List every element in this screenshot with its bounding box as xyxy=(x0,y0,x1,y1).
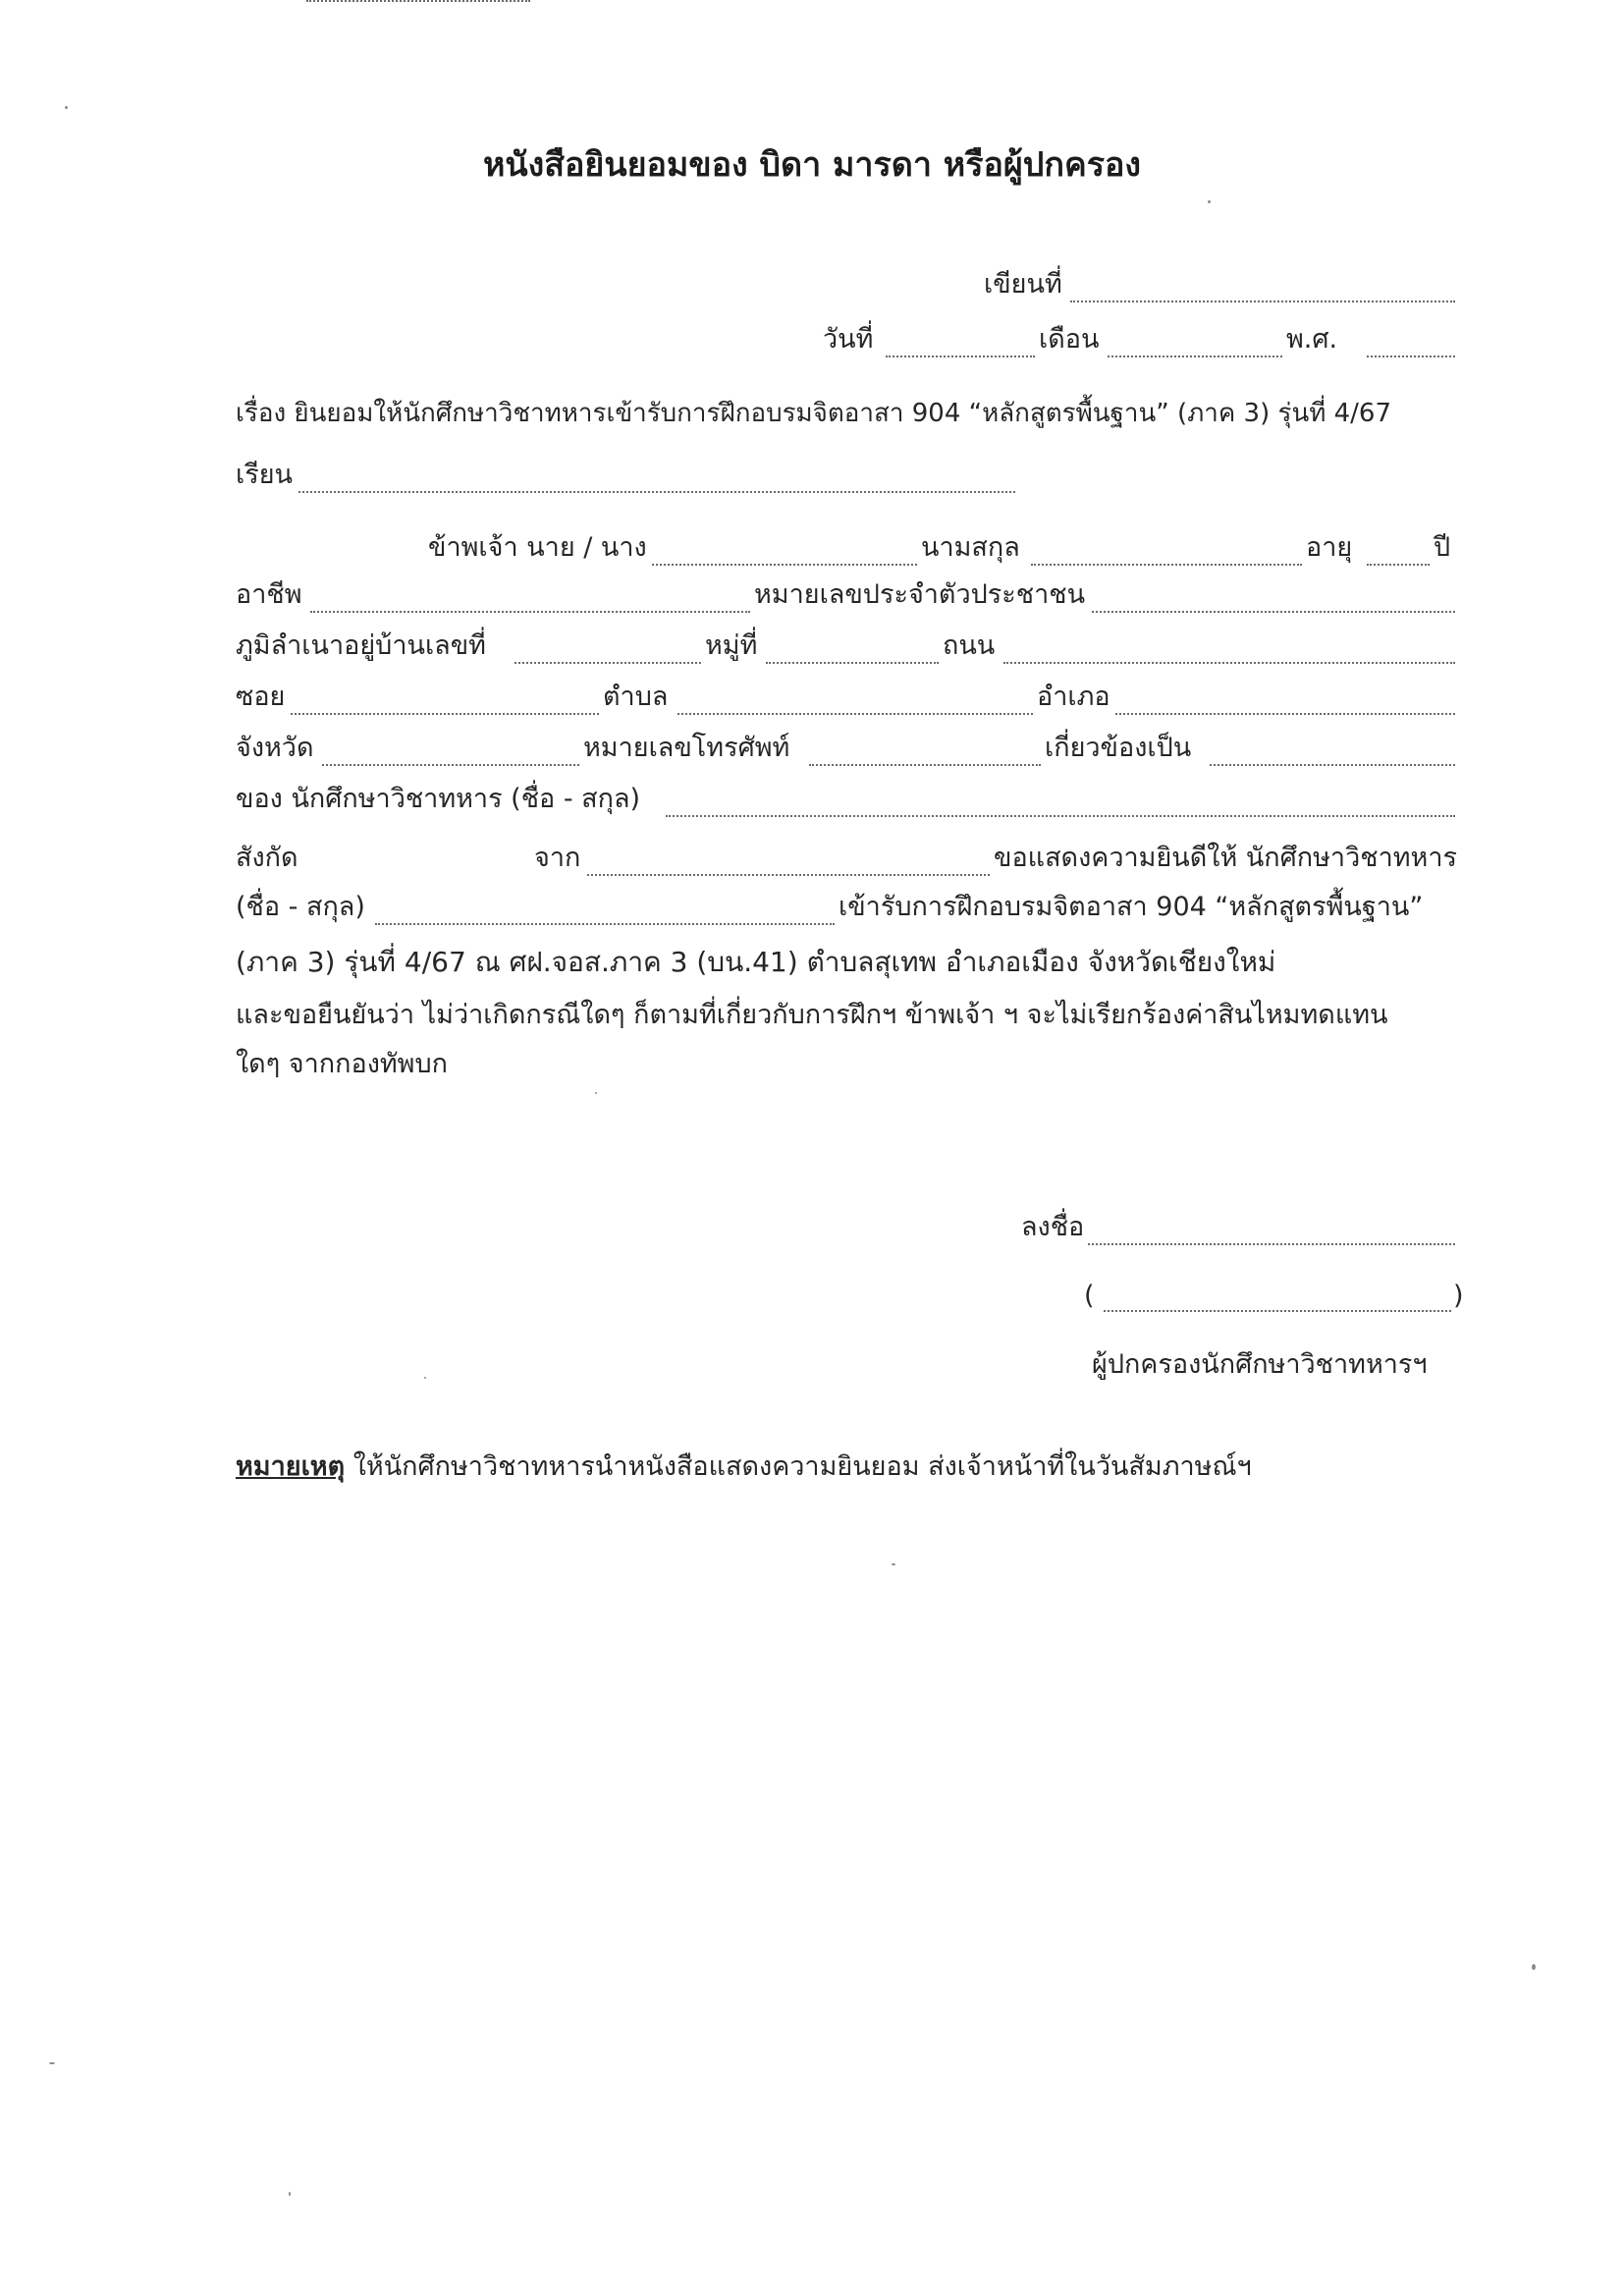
printed-name-field[interactable] xyxy=(1104,1310,1451,1312)
name-label: (ชื่อ - สกุล) xyxy=(236,892,365,922)
amphoe-field[interactable] xyxy=(1115,713,1455,715)
subject-line: เรื่อง ยินยอมให้นักศึกษาวิชาทหารเข้ารับการฝึกอบรมจิตอาสา 904 “หลักสูตรพื้นฐาน” (ภาค 3) รุ่นที่ 4/67 xyxy=(236,399,1392,428)
month-label: เดือน xyxy=(1039,324,1100,355)
scan-speck xyxy=(49,2062,55,2064)
amphoe-label: อำเภอ xyxy=(1037,682,1110,712)
body-line-2: และขอยืนยันว่า ไม่ว่าเกิดกรณีใดๆ ก็ตามที่เกี่ยวกับการฝึกฯ ข้าพเจ้า ฯ จะไม่เรียกร้องค่าสินไหมทดแทน xyxy=(236,1000,1388,1030)
affiliation-label: สังกัด xyxy=(236,843,298,873)
scan-speck xyxy=(1532,1964,1536,1970)
written-at-label: เขียนที่ xyxy=(984,269,1062,300)
scan-speck xyxy=(1208,200,1211,203)
paren-close: ) xyxy=(1453,1281,1464,1311)
surname-field[interactable] xyxy=(1031,564,1302,566)
province-field[interactable] xyxy=(322,764,579,766)
id-field[interactable] xyxy=(1092,611,1455,613)
scan-speck xyxy=(595,1092,597,1094)
age-field[interactable] xyxy=(1367,564,1430,566)
address-label: ภูมิลำเนาอยู่บ้านเลขที่ xyxy=(236,630,486,661)
age-label: อายุ xyxy=(1306,532,1353,563)
soi-field[interactable] xyxy=(291,713,599,715)
congrats-label: ขอแสดงความยินดีให้ นักศึกษาวิชาทหาร xyxy=(994,843,1457,873)
moo-field[interactable] xyxy=(766,662,939,664)
paren-open: ( xyxy=(1084,1281,1095,1311)
phone-label: หมายเลขโทรศัพท์ xyxy=(583,733,790,763)
student-name-field[interactable] xyxy=(666,815,1455,817)
sign-label: ลงชื่อ xyxy=(1021,1212,1085,1242)
moo-label: หมู่ที่ xyxy=(705,630,758,661)
year-field[interactable] xyxy=(1367,355,1455,357)
relation-label: เกี่ยวข้องเป็น xyxy=(1045,733,1192,763)
scan-speck xyxy=(289,2192,291,2196)
soi-label: ซอย xyxy=(236,682,286,712)
signature-field[interactable] xyxy=(1088,1243,1455,1245)
body-line-1: (ภาค 3) รุ่นที่ 4/67 ณ ศฝ.จอส.ภาค 3 (บน.41) ตำบลสุเทพ อำเภอเมือง จังหวัดเชียงใหม่ xyxy=(236,946,1276,978)
from-label: จาก xyxy=(534,843,581,873)
id-label: หมายเลขประจำตัวประชาชน xyxy=(754,579,1086,610)
to-field[interactable] xyxy=(298,491,1015,493)
of-student-label: ของ นักศึกษาวิชาทหาร (ชื่อ - สกุล) xyxy=(236,784,641,814)
house-number-field[interactable] xyxy=(514,662,701,664)
road-field[interactable] xyxy=(1003,662,1455,664)
trainee-name-field[interactable] xyxy=(375,923,835,925)
year-label: พ.ศ. xyxy=(1286,324,1338,355)
document-title: หนังสือยินยอมของ บิดา มารดา หรือผู้ปกครอง xyxy=(482,145,1142,185)
declarant-name-field[interactable] xyxy=(652,564,917,566)
note-text: ให้นักศึกษาวิชาทหารนำหนังสือแสดงความยินยอม ส่งเจ้าหน้าที่ในวันสัมภาษณ์ฯ xyxy=(345,1451,1252,1482)
training-text: เข้ารับการฝึกอบรมจิตอาสา 904 “หลักสูตรพื้นฐาน” xyxy=(839,892,1424,922)
scan-speck xyxy=(65,106,68,109)
province-label: จังหวัด xyxy=(236,733,314,763)
note-label: หมายเหตุ xyxy=(236,1451,346,1482)
note xyxy=(236,1449,1252,1485)
signer-role: ผู้ปกครองนักศึกษาวิชาทหารฯ xyxy=(1092,1349,1428,1380)
tambon-label: ตำบล xyxy=(603,682,669,712)
scan-speck xyxy=(424,1377,426,1379)
occupation-label: อาชีพ xyxy=(236,579,302,610)
date-label: วันที่ xyxy=(823,324,874,355)
occupation-field[interactable] xyxy=(310,611,750,613)
from-field[interactable] xyxy=(587,874,990,876)
road-label: ถนน xyxy=(943,630,996,661)
surname-label: นามสกุล xyxy=(921,532,1020,563)
scan-speck xyxy=(892,1563,895,1565)
body-line-3: ใดๆ จากกองทัพบก xyxy=(236,1049,448,1079)
phone-field[interactable] xyxy=(809,764,1041,766)
tambon-field[interactable] xyxy=(677,713,1033,715)
written-at-field[interactable] xyxy=(1070,301,1455,302)
to-label: เรียน xyxy=(236,460,294,490)
years-unit: ปี xyxy=(1434,532,1451,563)
month-field[interactable] xyxy=(1108,355,1282,357)
date-field[interactable] xyxy=(886,355,1035,357)
affiliation-field[interactable] xyxy=(306,0,530,2)
relation-field[interactable] xyxy=(1210,764,1455,766)
declarant-label: ข้าพเจ้า นาย / นาง xyxy=(428,532,647,563)
